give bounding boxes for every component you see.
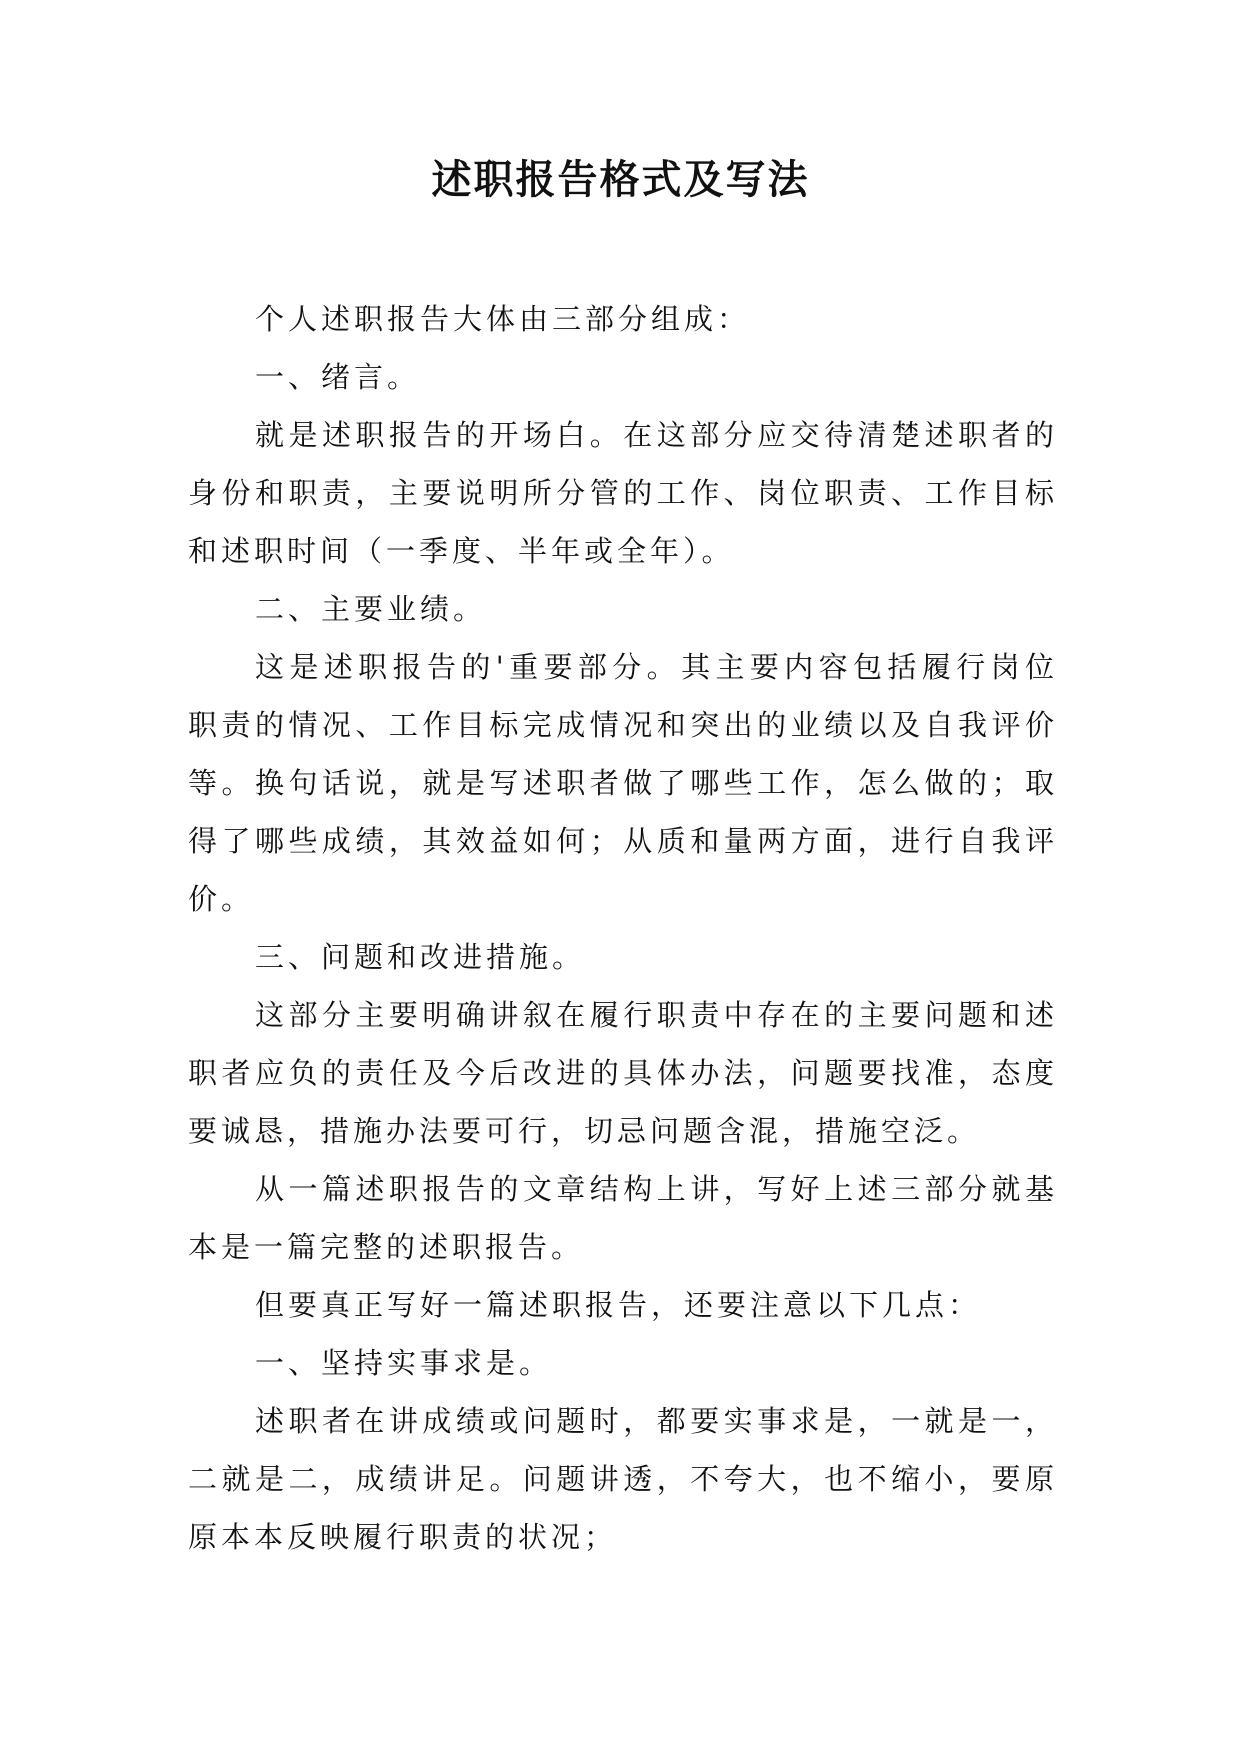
document-title: 述职报告格式及写法 bbox=[431, 156, 810, 203]
heading-fact-based: 一、坚持实事求是。 bbox=[255, 1346, 553, 1380]
paragraph-structure-summary: 从一篇述职报告的文章结构上讲，写好上述三部分就基本是一篇完整的述职报告。 bbox=[188, 1172, 1058, 1264]
heading-introduction: 一、绪言。 bbox=[255, 360, 421, 394]
paragraph-intro: 个人述职报告大体由三部分组成： bbox=[255, 302, 751, 336]
paragraph-notes-intro: 但要真正写好一篇述职报告，还要注意以下几点： bbox=[255, 1288, 982, 1322]
paragraph-introduction-body: 就是述职报告的开场白。在这部分应交待清楚述职者的身份和职责，主要说明所分管的工作、岗位职责、工作目标和述职时间（一季度、半年或全年）。 bbox=[188, 418, 1058, 568]
document-body bbox=[188, 290, 1058, 1566]
heading-achievements: 二、主要业绩。 bbox=[255, 592, 487, 626]
paragraph-achievements-body: 这是述职报告的'重要部分。其主要内容包括履行岗位职责的情况、工作目标完成情况和突出的业绩以及自我评价等。换句话说，就是写述职者做了哪些工作，怎么做的；取得了哪些成绩，其效益如何；从质和量两方面，进行自我评价。 bbox=[188, 650, 1058, 916]
heading-problems: 三、问题和改进措施。 bbox=[255, 940, 586, 974]
paragraph-problems-body: 这部分主要明确讲叙在履行职责中存在的主要问题和述职者应负的责任及今后改进的具体办法，问题要找准，态度要诚恳，措施办法要可行，切忌问题含混，措施空泛。 bbox=[188, 998, 1058, 1148]
paragraph-fact-based-body: 述职者在讲成绩或问题时，都要实事求是，一就是一，二就是二，成绩讲足。问题讲透，不夸大，也不缩小，要原原本本反映履行职责的状况； bbox=[188, 1404, 1058, 1554]
